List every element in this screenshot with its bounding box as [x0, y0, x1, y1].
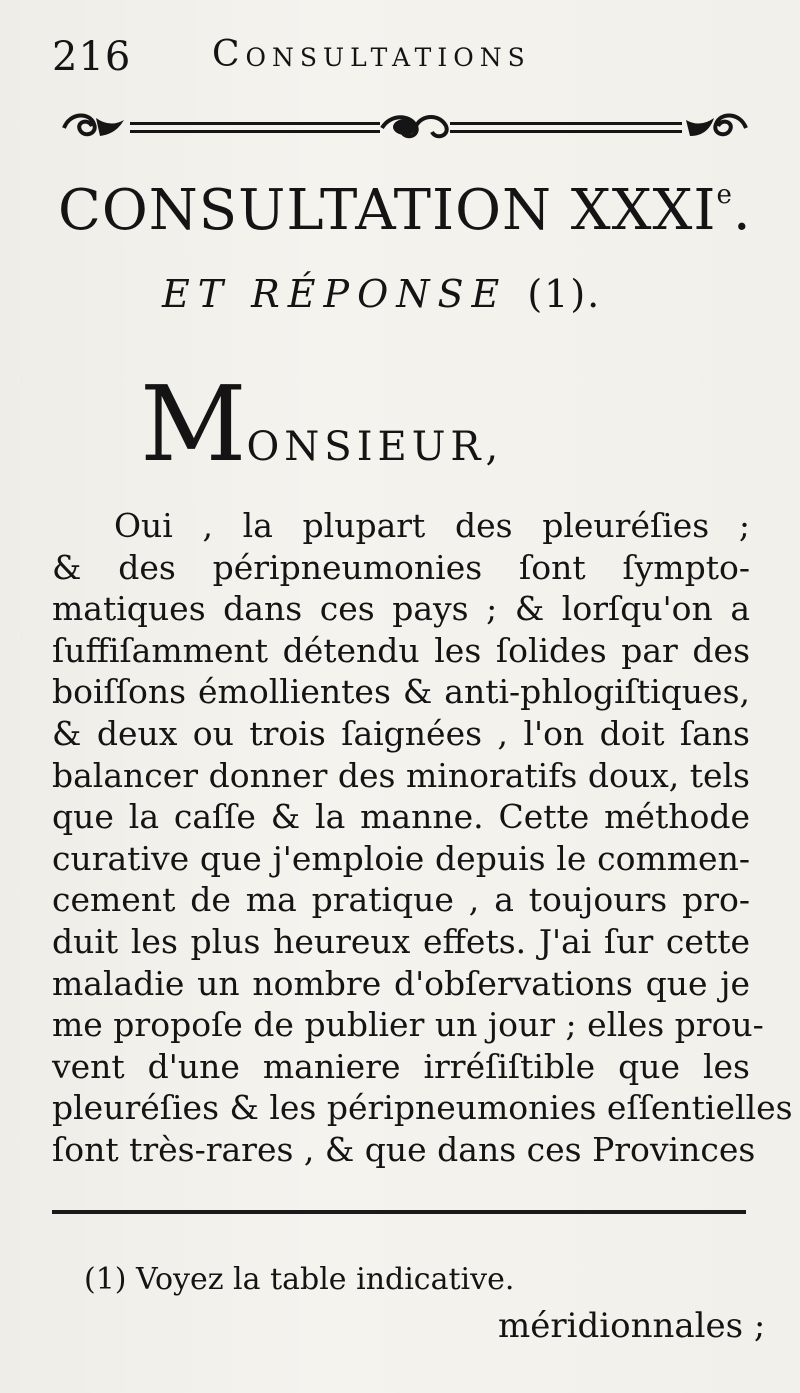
- body-line: & deux ou trois ſaignées , l'on doit ſans: [52, 713, 750, 753]
- salutation-rest: ONSIEUR,: [246, 424, 504, 470]
- catchword: méridionnales ;: [498, 1306, 766, 1346]
- body-line: que la caſſe & la manne. Cette méthode: [52, 797, 750, 837]
- body-line: ſont très-rares , & que dans ces Provinces: [52, 1129, 756, 1169]
- footnote-rule: [52, 1210, 746, 1214]
- running-head: [52, 28, 752, 78]
- body-line: vent d'une maniere irréſiſtible que les: [52, 1046, 750, 1086]
- drop-cap-initial: M: [140, 363, 247, 485]
- subtitle-text: ET RÉPONSE: [162, 272, 508, 316]
- salutation: [140, 363, 504, 485]
- body-line: curative que j'emploie depuis le commen-: [52, 838, 750, 878]
- title-superscript: e: [716, 180, 733, 210]
- ornamental-band: [60, 108, 750, 148]
- body-line: cement de ma pratique , a toujours pro-: [52, 880, 750, 920]
- footnote-reference: (1).: [527, 272, 602, 316]
- page-number: 216: [52, 34, 132, 80]
- body-line: Oui , la plupart des pleuréſies ;: [114, 506, 750, 545]
- body-line: matiques dans ces pays ; & lorſqu'on a: [52, 589, 750, 629]
- body-line: me propoſe de publier un jour ; elles prou-: [52, 1005, 764, 1045]
- subtitle: [162, 272, 601, 316]
- title-end: .: [732, 178, 752, 243]
- body-line: pleuréſies & les péripneumonies eſſentielles: [52, 1088, 793, 1128]
- body-line: duit les plus heureux effets. J'ai ſur cette: [52, 921, 750, 961]
- consultation-title-text: CONSULTATION XXXI: [58, 178, 717, 243]
- running-title: Consultations: [212, 34, 531, 75]
- body-line: maladie un nombre d'obſervations que je: [52, 963, 750, 1003]
- body-text: [52, 505, 793, 1171]
- footnote: (1) Voyez la table indicative.: [84, 1262, 515, 1297]
- body-line: balancer donner des minoratifs doux, tels: [52, 755, 750, 795]
- body-line: ſuffiſamment détendu les ſolides par des: [52, 630, 750, 670]
- body-line: & des péripneumonies ſont ſympto-: [52, 547, 750, 587]
- body-line: boiſſons émollientes & anti-phlogiſtiques,: [52, 672, 750, 712]
- consultation-title: [58, 178, 778, 243]
